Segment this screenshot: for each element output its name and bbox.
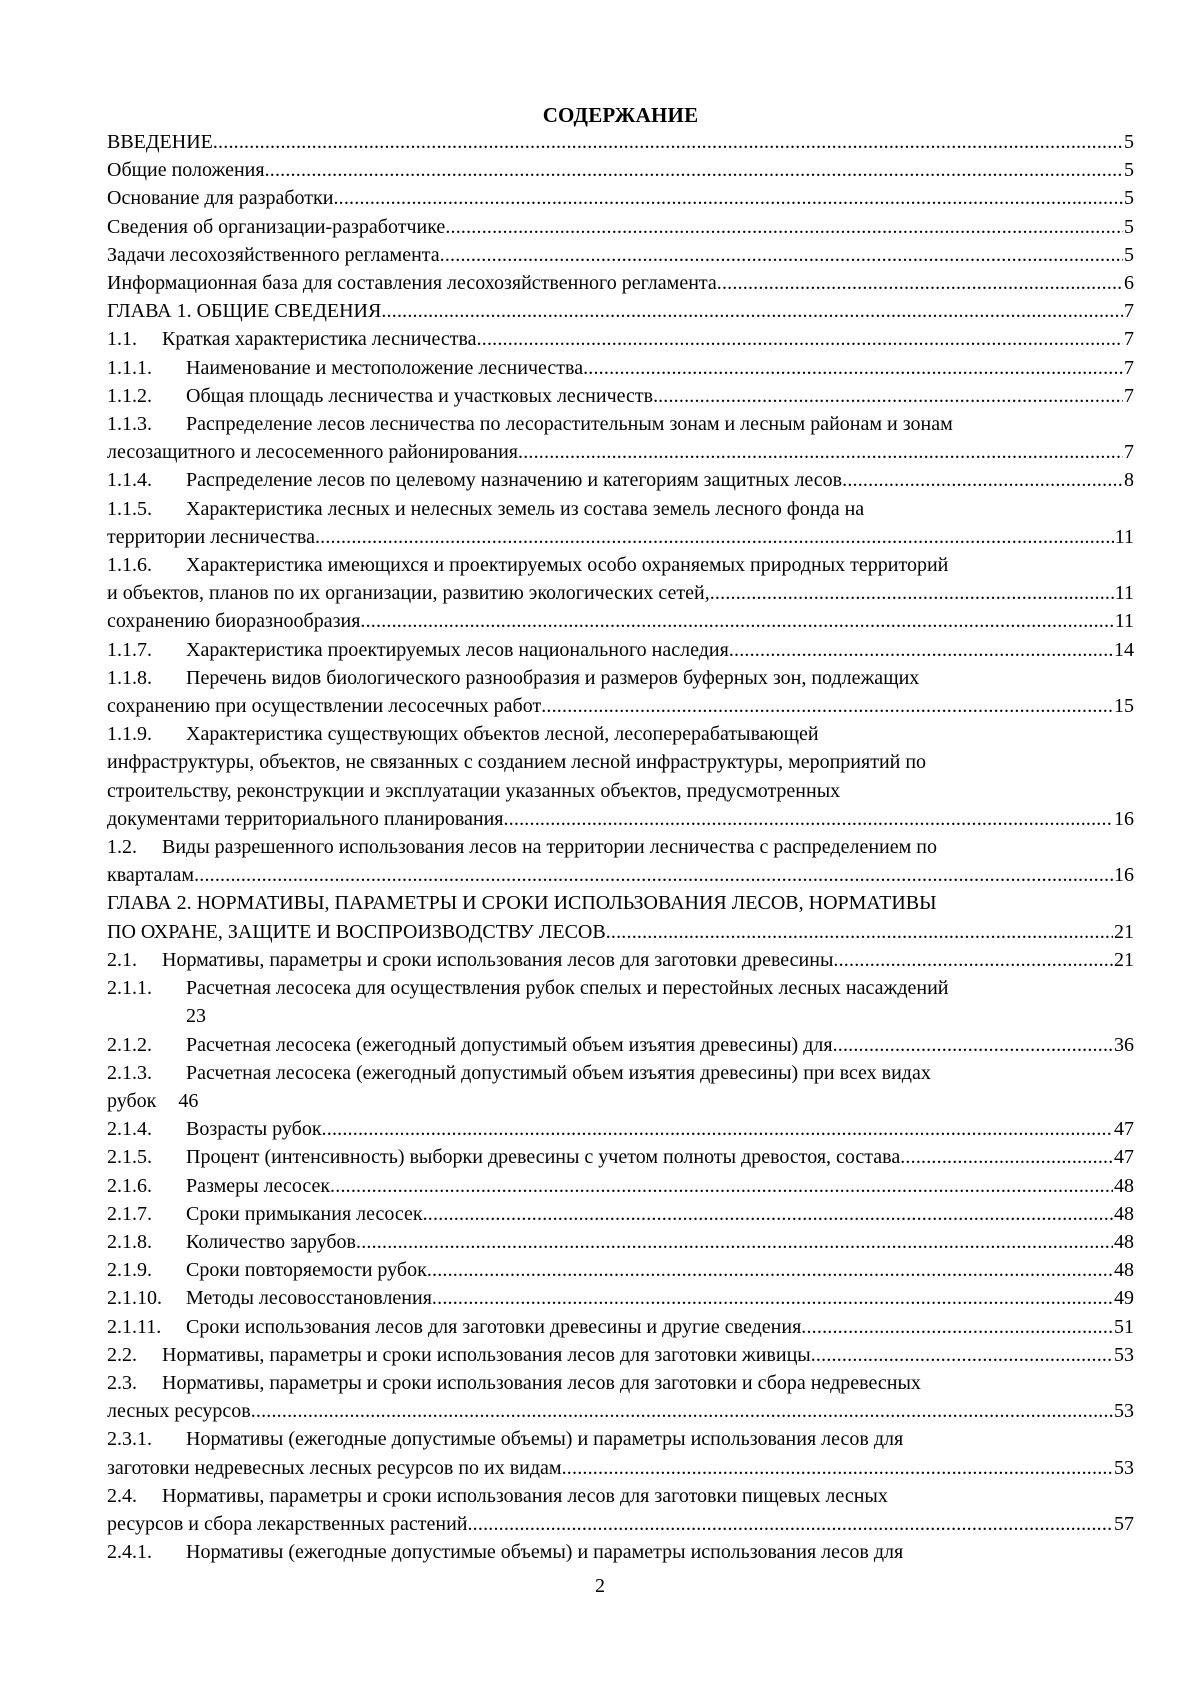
toc-entry[interactable] <box>107 128 1134 156</box>
toc-entry-line <box>107 636 1134 664</box>
toc-entry-page: 49 <box>1114 1287 1134 1310</box>
toc-entry-page: 5 <box>1124 131 1134 153</box>
toc-entry[interactable] <box>107 325 1134 353</box>
toc-entry-page: 48 <box>1114 1174 1134 1197</box>
dot-leader <box>330 1172 1113 1200</box>
toc-entry[interactable] <box>107 1313 1134 1341</box>
toc-entry-number: 2.1.5. <box>107 1146 152 1169</box>
toc-entry-line <box>107 495 1134 523</box>
dot-leader <box>583 354 1123 382</box>
toc-entry[interactable] <box>107 156 1134 184</box>
dot-leader <box>315 523 1114 551</box>
toc-entry-number: 2.1.7. <box>107 1202 152 1225</box>
toc-entry-page: 21 <box>1114 948 1134 971</box>
toc-entry-text: Расчетная лесосека (ежегодный допустимый объем изъятия древесины) при всех видах <box>186 1061 931 1084</box>
toc-entry-line <box>107 156 1134 184</box>
toc-entry-page: 36 <box>1114 1033 1134 1056</box>
toc-entry-number: 2.3. <box>107 1371 137 1394</box>
toc-entry-page: 11 <box>1114 610 1134 633</box>
toc-entry-text: Информационная база для составления лесохозяйственного регламента <box>107 272 717 295</box>
dot-leader <box>606 918 1113 946</box>
dot-leader <box>194 861 1113 889</box>
toc-entry-text: сохранению при осуществлении лесосечных работ <box>107 695 542 718</box>
toc-entry-line <box>107 889 1134 917</box>
toc-entry[interactable] <box>107 297 1134 325</box>
toc-entry-text: Количество зарубов <box>186 1230 356 1253</box>
toc-entry-number: 2.4.1. <box>107 1541 152 1564</box>
toc-entry-line <box>107 607 1134 635</box>
toc-entry-line <box>107 861 1134 889</box>
toc-entry-line <box>107 325 1134 353</box>
toc-entry-text: и объектов, планов по их организации, развитию экологических сетей, <box>107 582 710 605</box>
toc-entry-text: Нормативы (ежегодные допустимые объемы) и параметры использования лесов для <box>186 1428 904 1451</box>
toc-entry-line <box>107 523 1134 551</box>
toc-entry-line <box>107 1002 1134 1030</box>
toc-entry[interactable] <box>107 213 1134 241</box>
toc-entry-page: 5 <box>1124 215 1134 238</box>
toc-entry-number: 2.1.3. <box>107 1061 152 1084</box>
toc-entry-text: строительству, реконструкции и эксплуатации указанных объектов, предусмотренных <box>107 779 841 802</box>
dot-leader <box>900 1143 1113 1171</box>
toc-entry-line <box>107 213 1134 241</box>
toc-entry-text: Возрасты рубок <box>186 1118 322 1141</box>
toc-entry-line <box>107 382 1134 410</box>
toc-entry[interactable] <box>107 495 1134 551</box>
toc-entry-line <box>107 720 1134 748</box>
toc-entry-text: Нормативы, параметры и сроки использования лесов для заготовки древесины <box>162 948 834 971</box>
dot-leader <box>710 579 1114 607</box>
toc-entry-page: 5 <box>1124 243 1134 266</box>
dot-leader <box>427 1256 1113 1284</box>
toc-entry-line <box>107 1397 1134 1425</box>
toc-entry-text: лесозащитного и лесосеменного районирования <box>107 441 518 464</box>
toc-entry-text: Характеристика имеющихся и проектируемых особо охраняемых природных территорий <box>186 554 949 577</box>
toc-entry-number: 1.1.7. <box>107 638 152 661</box>
dot-leader <box>562 1454 1113 1482</box>
toc-entry[interactable] <box>107 410 1134 466</box>
toc-entry-text: Распределение лесов лесничества по лесорастительным зонам и лесным районам и зонам <box>186 413 953 436</box>
toc-entry-page: 48 <box>1114 1202 1134 1225</box>
toc-entry-page: 57 <box>1114 1512 1134 1535</box>
toc-entry-line <box>107 1341 1134 1369</box>
toc-entry[interactable] <box>107 269 1134 297</box>
toc-entry-number: 1.1. <box>107 328 137 351</box>
dot-leader <box>467 1510 1113 1538</box>
toc-entry-line <box>107 918 1134 946</box>
toc-entry-number: 1.1.5. <box>107 497 152 520</box>
toc-entry-page: 48 <box>1114 1259 1134 1282</box>
toc-entry[interactable] <box>107 607 1134 635</box>
dot-leader <box>541 692 1113 720</box>
toc-entry-page: 47 <box>1114 1146 1134 1169</box>
toc-entry-page: 5 <box>1124 187 1134 210</box>
toc-entry[interactable] <box>107 1172 1134 1200</box>
toc-entry-text: Наименование и местоположение лесничества <box>186 356 584 379</box>
toc-entry[interactable] <box>107 241 1134 269</box>
toc-entry-page: 53 <box>1114 1456 1134 1479</box>
toc-entry-line <box>107 1425 1134 1453</box>
toc-entry-text: документами территориального планирования <box>107 807 504 830</box>
toc-entry[interactable] <box>107 1143 1134 1171</box>
toc-entry-line <box>107 354 1134 382</box>
toc-entry-number: 1.1.1. <box>107 356 152 379</box>
toc-entry-line <box>107 833 1134 861</box>
dot-leader <box>842 466 1123 494</box>
toc-entry[interactable] <box>107 1369 1134 1425</box>
toc-entry-line <box>107 664 1134 692</box>
toc-entry-text: сохранению биоразнообразия <box>107 610 361 633</box>
toc-entry[interactable] <box>107 720 1134 833</box>
dot-leader <box>801 1313 1113 1341</box>
toc-entry-text: Сведения об организации-разработчике <box>107 215 446 238</box>
toc-entry-page: 53 <box>1114 1400 1134 1423</box>
dot-leader <box>360 607 1113 635</box>
toc-entry-number: 2.1.11. <box>107 1315 162 1338</box>
toc-entry-line <box>107 1454 1134 1482</box>
toc-entry-page: 16 <box>1114 807 1134 830</box>
dot-leader <box>381 297 1123 325</box>
toc-entry[interactable] <box>107 636 1134 664</box>
toc-entry-text: Распределение лесов по целевому назначению и категориям защитных лесов <box>186 469 843 492</box>
toc-entry-number: 1.2. <box>107 836 137 859</box>
dot-leader <box>445 213 1123 241</box>
toc-entry-text: ПО ОХРАНЕ, ЗАЩИТЕ И ВОСПРОИЗВОДСТВУ ЛЕСОВ <box>107 920 606 943</box>
toc-entry-page: 7 <box>1124 356 1134 379</box>
toc-entry-line <box>107 692 1134 720</box>
toc-entry-text: Виды разрешенного использования лесов на территории лесничества с распределением по <box>162 836 937 859</box>
toc-entry-text: ресурсов и сбора лекарственных растений <box>107 1512 468 1535</box>
toc-entry-page: 11 <box>1114 525 1134 548</box>
toc-entry-number: 2.1.4. <box>107 1118 152 1141</box>
toc-entry-number: 2.1.6. <box>107 1174 152 1197</box>
dot-leader <box>658 382 1123 410</box>
toc-entry-page: 47 <box>1114 1118 1134 1141</box>
dot-leader <box>322 1115 1113 1143</box>
dot-leader <box>477 325 1123 353</box>
toc-entry-text: Характеристика лесных и нелесных земель из состава земель лесного фонда на <box>186 497 865 520</box>
toc-entry[interactable] <box>107 1482 1134 1538</box>
toc-entry-text: Общая площадь лесничества и участковых лесничеств. <box>186 384 659 407</box>
toc-entry-line <box>107 410 1134 438</box>
toc-entry-text: рубок <box>107 1089 157 1112</box>
toc-entry-page: 11 <box>1114 582 1134 605</box>
dot-leader <box>833 946 1113 974</box>
toc-entry-number: 2.1.8. <box>107 1230 152 1253</box>
toc-entry[interactable] <box>107 551 1134 607</box>
toc-entry[interactable] <box>107 1256 1134 1284</box>
toc-entry-line <box>107 805 1134 833</box>
page-number: 2 <box>595 1575 605 1597</box>
toc-entry-text: Сроки использования лесов для заготовки древесины и другие сведения <box>186 1315 802 1338</box>
toc-entry[interactable] <box>107 1228 1134 1256</box>
toc-entry[interactable] <box>107 1031 1134 1059</box>
toc-entry-line <box>107 1228 1134 1256</box>
dot-leader <box>833 1031 1113 1059</box>
toc-entry[interactable] <box>107 946 1134 974</box>
toc-entry-text: Нормативы, параметры и сроки использования лесов для заготовки пищевых лесных <box>162 1484 888 1507</box>
dot-leader <box>811 1341 1113 1369</box>
toc-entry[interactable] <box>107 1059 1134 1115</box>
dot-leader <box>432 1284 1113 1312</box>
toc-entry-text: Характеристика существующих объектов лесной, лесоперерабатывающей <box>186 723 819 746</box>
toc-entry-text: инфраструктуры, объектов, не связанных с созданием лесной инфраструктуры, мероприятий по <box>107 751 927 774</box>
toc-entry-text: Нормативы, параметры и сроки использования лесов для заготовки живицы <box>162 1343 811 1366</box>
toc-entry-page: 15 <box>1114 695 1134 718</box>
toc-entry-text: 23 <box>186 1005 206 1028</box>
toc-entry-text: Общие положения <box>107 159 265 182</box>
toc-entry-text: Характеристика проектируемых лесов национального наследия <box>186 638 729 661</box>
toc-entry-text: Сроки повторяемости рубок <box>186 1259 427 1282</box>
dot-leader <box>265 156 1123 184</box>
toc-entry-text: Расчетная лесосека (ежегодный допустимый объем изъятия древесины) для <box>186 1033 833 1056</box>
dot-leader <box>518 438 1123 466</box>
toc-entry-number: 1.1.4. <box>107 469 152 492</box>
toc-entry-page: 6 <box>1124 272 1134 295</box>
toc-entry-number: 2.4. <box>107 1484 137 1507</box>
toc-entry-text: Методы лесовосстановления <box>186 1287 432 1310</box>
dot-leader <box>213 128 1123 156</box>
toc-entry-number: 1.1.9. <box>107 723 152 746</box>
toc-entry-line <box>107 1482 1134 1510</box>
toc-entry[interactable] <box>107 974 1134 1030</box>
toc-entry-text: заготовки недревесных лесных ресурсов по их видам <box>107 1456 562 1479</box>
toc-entry-text: территории лесничества <box>107 525 315 548</box>
toc-entry-line <box>107 1256 1134 1284</box>
toc-entry-line <box>107 1284 1134 1312</box>
toc-entry-number: 2.2. <box>107 1343 137 1366</box>
toc-entry-line <box>107 579 1134 607</box>
toc-entry-line <box>107 297 1134 325</box>
toc-entry[interactable] <box>107 382 1134 410</box>
document-page <box>107 101 1134 1566</box>
toc-entry-line <box>107 1313 1134 1341</box>
dot-leader <box>356 1228 1113 1256</box>
toc-entry-line <box>107 974 1134 1002</box>
toc-entry-line <box>107 241 1134 269</box>
toc-entry-page: 5 <box>1124 159 1134 182</box>
toc-entry-line <box>107 777 1134 805</box>
toc-entry[interactable] <box>107 1425 1134 1481</box>
toc-entry-number: 1.1.8. <box>107 666 152 689</box>
toc-entry-page: 8 <box>1124 469 1134 492</box>
toc-entry-page: 7 <box>1124 328 1134 351</box>
toc-entry-text: Нормативы, параметры и сроки использования лесов для заготовки и сбора недревесных <box>162 1371 921 1394</box>
dot-leader <box>717 269 1123 297</box>
toc-entry-number: 2.1.10. <box>107 1287 162 1310</box>
toc-entry-page: 53 <box>1114 1343 1134 1366</box>
toc-entry-page: 16 <box>1114 864 1134 887</box>
toc-entry-number: 2.3.1. <box>107 1428 152 1451</box>
dot-leader <box>423 1200 1113 1228</box>
toc-entry-text: Сроки примыкания лесосек <box>186 1202 423 1225</box>
dot-leader <box>333 184 1123 212</box>
toc-entry-page: 7 <box>1124 384 1134 407</box>
toc-entry-text: Краткая характеристика лесничества <box>162 328 477 351</box>
toc-entry[interactable] <box>107 664 1134 720</box>
toc-entry[interactable] <box>107 1538 1134 1566</box>
toc-entry-line <box>107 1059 1134 1087</box>
toc-entry[interactable] <box>107 354 1134 382</box>
toc-entry-text: лесных ресурсов <box>107 1400 251 1423</box>
toc-entry-number: 2.1.2. <box>107 1033 152 1056</box>
toc-entry-line <box>107 1369 1134 1397</box>
toc-entry[interactable] <box>107 184 1134 212</box>
toc-entry-line <box>107 1031 1134 1059</box>
toc-entry-line <box>107 438 1134 466</box>
toc-entry-line <box>107 946 1134 974</box>
toc-entry-number: 2.1.9. <box>107 1259 152 1282</box>
toc-entry-line <box>107 1510 1134 1538</box>
toc-entry-text: Основание для разработки <box>107 187 334 210</box>
toc-entry[interactable] <box>107 833 1134 889</box>
dot-leader <box>729 636 1113 664</box>
toc-entry-page: 21 <box>1114 920 1134 943</box>
toc-entry-text: Нормативы (ежегодные допустимые объемы) и параметры использования лесов для <box>186 1541 904 1564</box>
toc-list <box>107 128 1134 1566</box>
dot-leader <box>440 241 1123 269</box>
dot-leader <box>251 1397 1113 1425</box>
toc-entry[interactable] <box>107 1115 1134 1143</box>
toc-entry-number: 1.1.2. <box>107 384 152 407</box>
toc-entry-line <box>107 269 1134 297</box>
toc-entry-text: ВВЕДЕНИЕ <box>107 131 213 153</box>
toc-entry-line <box>107 184 1134 212</box>
toc-entry-text: ГЛАВА 1. ОБЩИЕ СВЕДЕНИЯ <box>107 300 382 323</box>
toc-entry-text: Перечень видов биологического разнообразия и размеров буферных зон, подлежащих <box>186 666 920 689</box>
toc-entry-page: 51 <box>1114 1315 1134 1338</box>
toc-entry-page: 14 <box>1114 638 1134 661</box>
toc-entry-number: 2.1.1. <box>107 977 152 1000</box>
toc-entry-page: 48 <box>1114 1230 1134 1253</box>
toc-entry-page: 7 <box>1124 300 1134 323</box>
toc-entry-page: 7 <box>1124 441 1134 464</box>
toc-entry-line <box>107 128 1134 156</box>
toc-entry-line <box>107 551 1134 579</box>
toc-entry-number: 1.1.6. <box>107 554 152 577</box>
toc-entry-text: кварталам <box>107 864 195 887</box>
toc-entry[interactable] <box>107 1284 1134 1312</box>
toc-entry-page: 46 <box>178 1089 199 1112</box>
toc-entry[interactable] <box>107 889 1134 945</box>
toc-entry-line <box>107 1172 1134 1200</box>
toc-entry-text: Задачи лесохозяйственного регламента <box>107 243 440 266</box>
dot-leader <box>504 805 1114 833</box>
toc-entry[interactable] <box>107 466 1134 494</box>
toc-entry-text: ГЛАВА 2. НОРМАТИВЫ, ПАРАМЕТРЫ И СРОКИ ИСПОЛЬЗОВАНИЯ ЛЕСОВ, НОРМАТИВЫ <box>107 892 937 915</box>
toc-entry-line <box>107 466 1134 494</box>
toc-entry-line <box>107 1087 1134 1115</box>
toc-entry-number: 2.1. <box>107 948 137 971</box>
toc-entry-text: Размеры лесосек <box>186 1174 331 1197</box>
toc-entry-line <box>107 1143 1134 1171</box>
toc-entry-line <box>107 1200 1134 1228</box>
toc-entry-text: Процент (интенсивность) выборки древесины с учетом полноты древостоя, состава <box>186 1146 901 1169</box>
toc-entry[interactable] <box>107 1200 1134 1228</box>
toc-entry[interactable] <box>107 1341 1134 1369</box>
toc-title: СОДЕРЖАНИЕ <box>542 103 699 127</box>
toc-entry-line <box>107 748 1134 776</box>
toc-entry-line <box>107 1115 1134 1143</box>
toc-entry-text: Расчетная лесосека для осуществления рубок спелых и перестойных лесных насаждений <box>186 977 949 1000</box>
toc-entry-number: 1.1.3. <box>107 413 152 436</box>
toc-entry-line <box>107 1538 1134 1566</box>
